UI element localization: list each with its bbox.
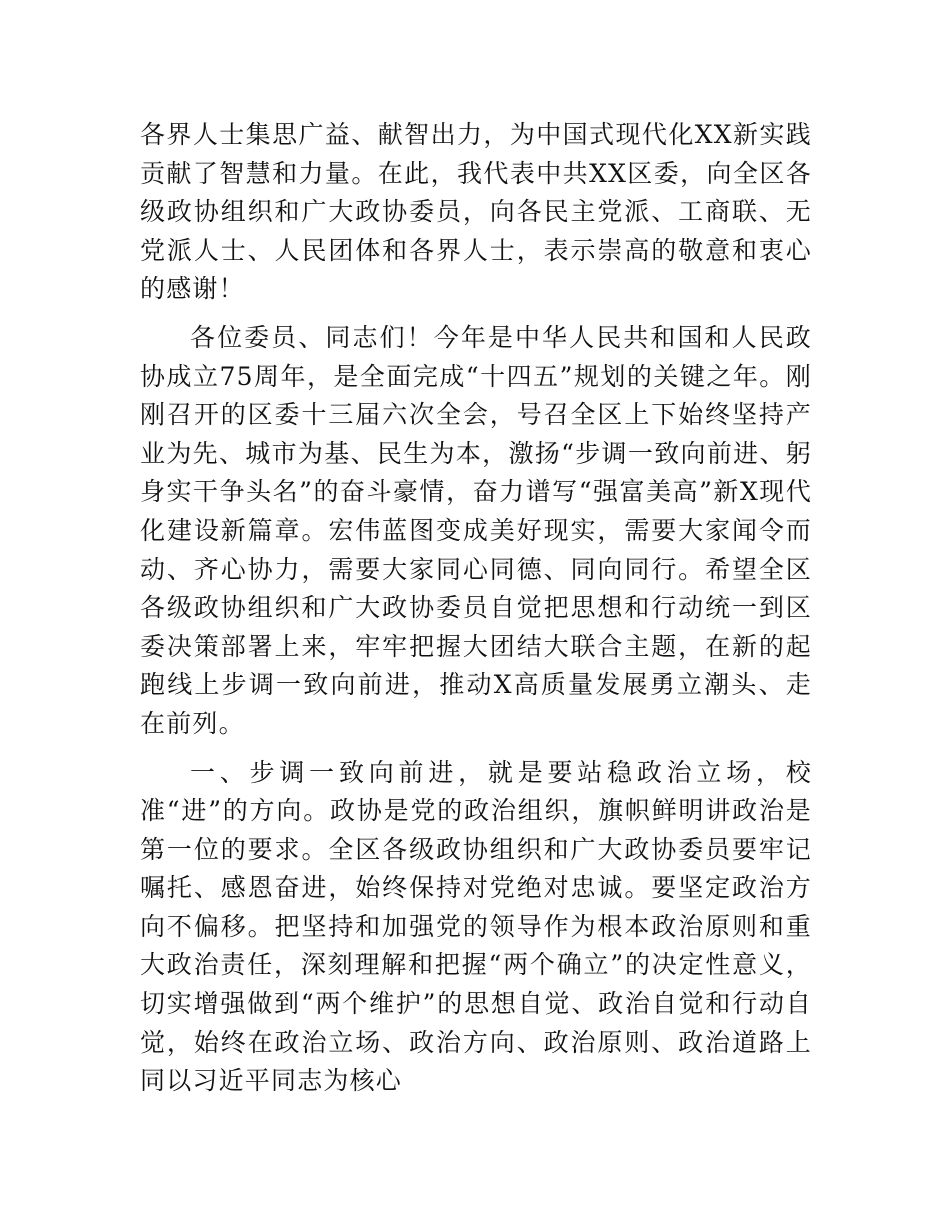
paragraph-2: 各位委员、同志们！今年是中华人民共和国和人民政协成立75周年，是全面完成“十四五”规划的关键之年。刚刚召开的区委十三届六次全会，号召全区上下始终坚持产业为先、城市为基、民生为本，激扬“步调一致向前进、躬身实干争头名”的奋斗豪情，奋力谱写“强富美高”新X现代化建设新篇章。宏伟蓝图变成美好现实，需要大家闻令而动、齐心协力，需要大家同心同德、同向同行。希望全区各级政协组织和广大政协委员自觉把思想和行动统一到区委决策部署上来，牢牢把握大团结大联合主题，在新的起跑线上步调一致向前进，推动X高质量发展勇立潮头、走在前列。 xyxy=(140,322,812,738)
paragraph-1: 各界人士集思广益、献智出力，为中国式现代化XX新实践贡献了智慧和力量。在此，我代表中共XX区委，向全区各级政协组织和广大政协委员，向各民主党派、工商联、无党派人士、人民团体和各界人士，表示崇高的敬意和衷心的感谢！ xyxy=(140,120,812,304)
paragraph-3: 一、步调一致向前进，就是要站稳政治立场，校准“进”的方向。政协是党的政治组织，旗帜鲜明讲政治是第一位的要求。全区各级政协组织和广大政协委员要牢记嘱托、感恩奋进，始终保持对党绝对忠诚。要坚定政治方向不偏移。把坚持和加强党的领导作为根本政治原则和重大政治责任，深刻理解和把握“两个确立”的决定性意义，切实增强做到“两个维护”的思想自觉、政治自觉和行动自觉，始终在政治立场、政治方向、政治原则、政治道路上同以习近平同志为核心 xyxy=(140,757,812,1096)
body-text xyxy=(140,116,812,1111)
